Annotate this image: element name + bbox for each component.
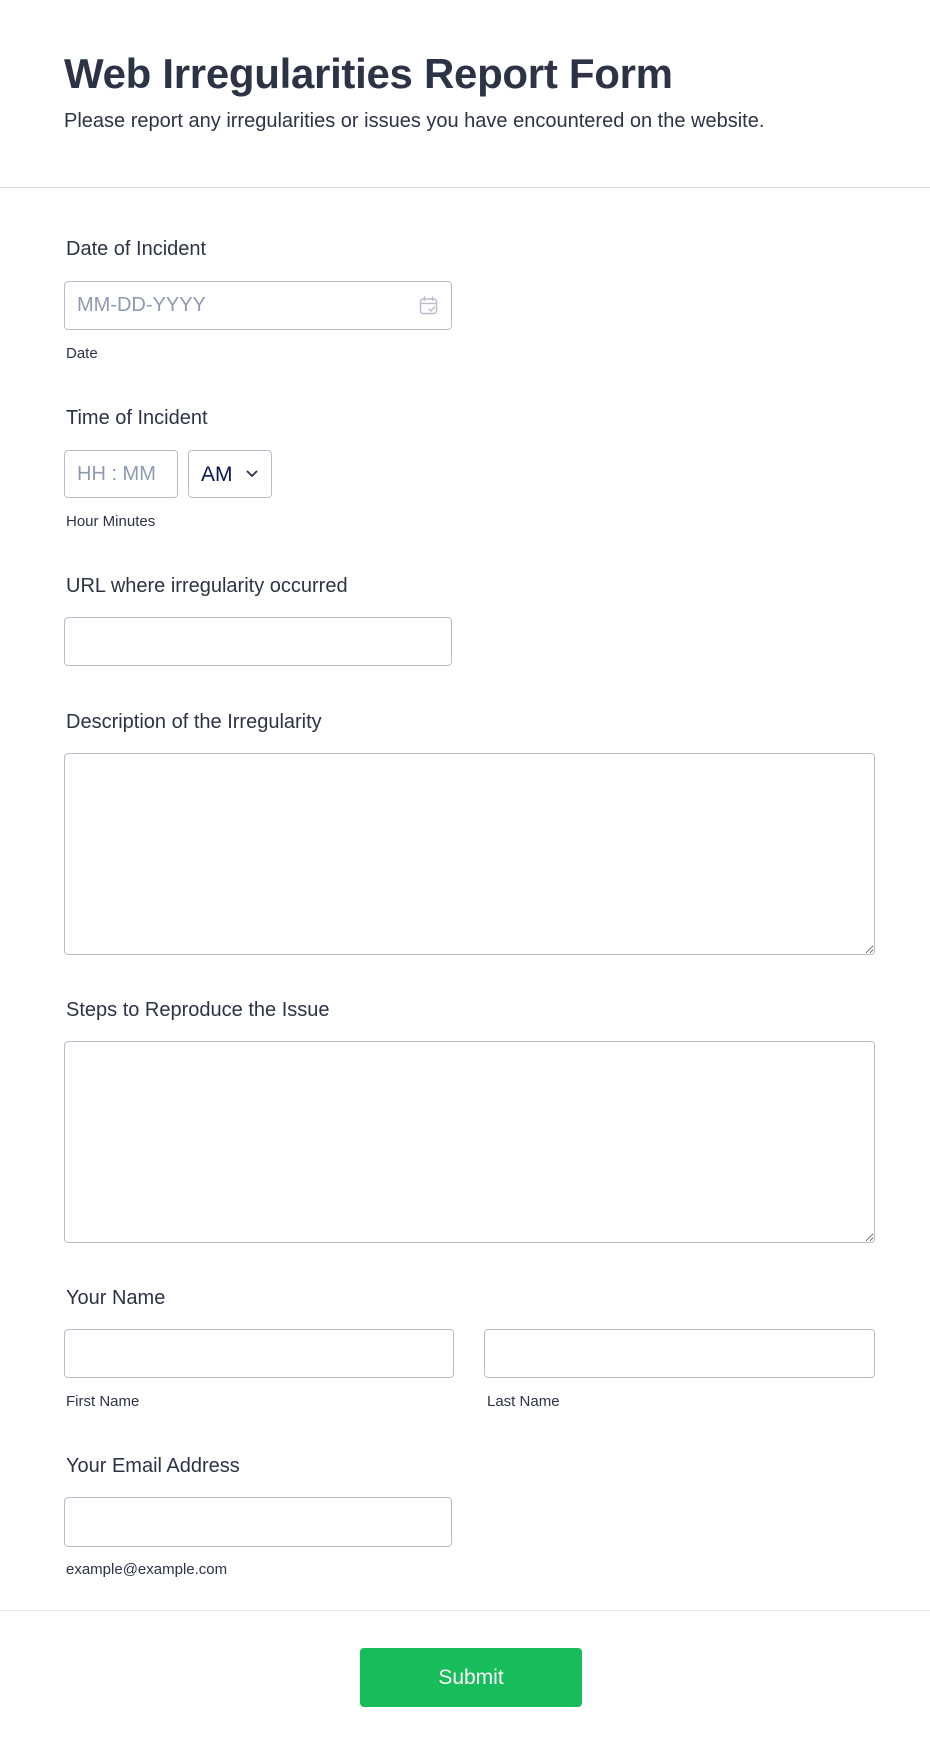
date-sublabel: Date	[66, 345, 98, 362]
ampm-select[interactable]	[188, 450, 272, 498]
footer-divider	[0, 1610, 930, 1611]
email-sublabel: example@example.com	[66, 1561, 228, 1578]
form-subtitle: Please report any irregularities or issues you have encountered on the website.	[64, 110, 765, 132]
submit-button[interactable]: Submit	[360, 1648, 582, 1707]
first-name-input[interactable]	[64, 1329, 454, 1378]
email-label: Your Email Address	[66, 1455, 240, 1477]
time-sublabel: Hour Minutes	[66, 513, 156, 530]
time-label: Time of Incident	[66, 407, 208, 429]
email-input[interactable]	[64, 1497, 452, 1547]
last-name-input[interactable]	[484, 1329, 875, 1378]
steps-textarea[interactable]	[64, 1041, 875, 1243]
steps-label: Steps to Reproduce the Issue	[66, 999, 330, 1021]
time-input[interactable]	[64, 450, 178, 498]
description-textarea[interactable]	[64, 753, 875, 955]
date-label: Date of Incident	[66, 238, 207, 260]
description-label: Description of the Irregularity	[66, 711, 322, 733]
ampm-selected-value: AM	[201, 463, 233, 486]
url-label: URL where irregularity occurred	[66, 575, 348, 597]
date-input[interactable]	[64, 281, 452, 330]
first-name-sublabel: First Name	[66, 1393, 140, 1410]
url-input[interactable]	[64, 617, 452, 666]
chevron-down-icon	[246, 470, 258, 478]
name-label: Your Name	[66, 1287, 166, 1309]
form-header	[0, 0, 930, 188]
calendar-icon[interactable]	[419, 296, 438, 315]
form-title: Web Irregularities Report Form	[64, 50, 673, 97]
last-name-sublabel: Last Name	[487, 1393, 560, 1410]
